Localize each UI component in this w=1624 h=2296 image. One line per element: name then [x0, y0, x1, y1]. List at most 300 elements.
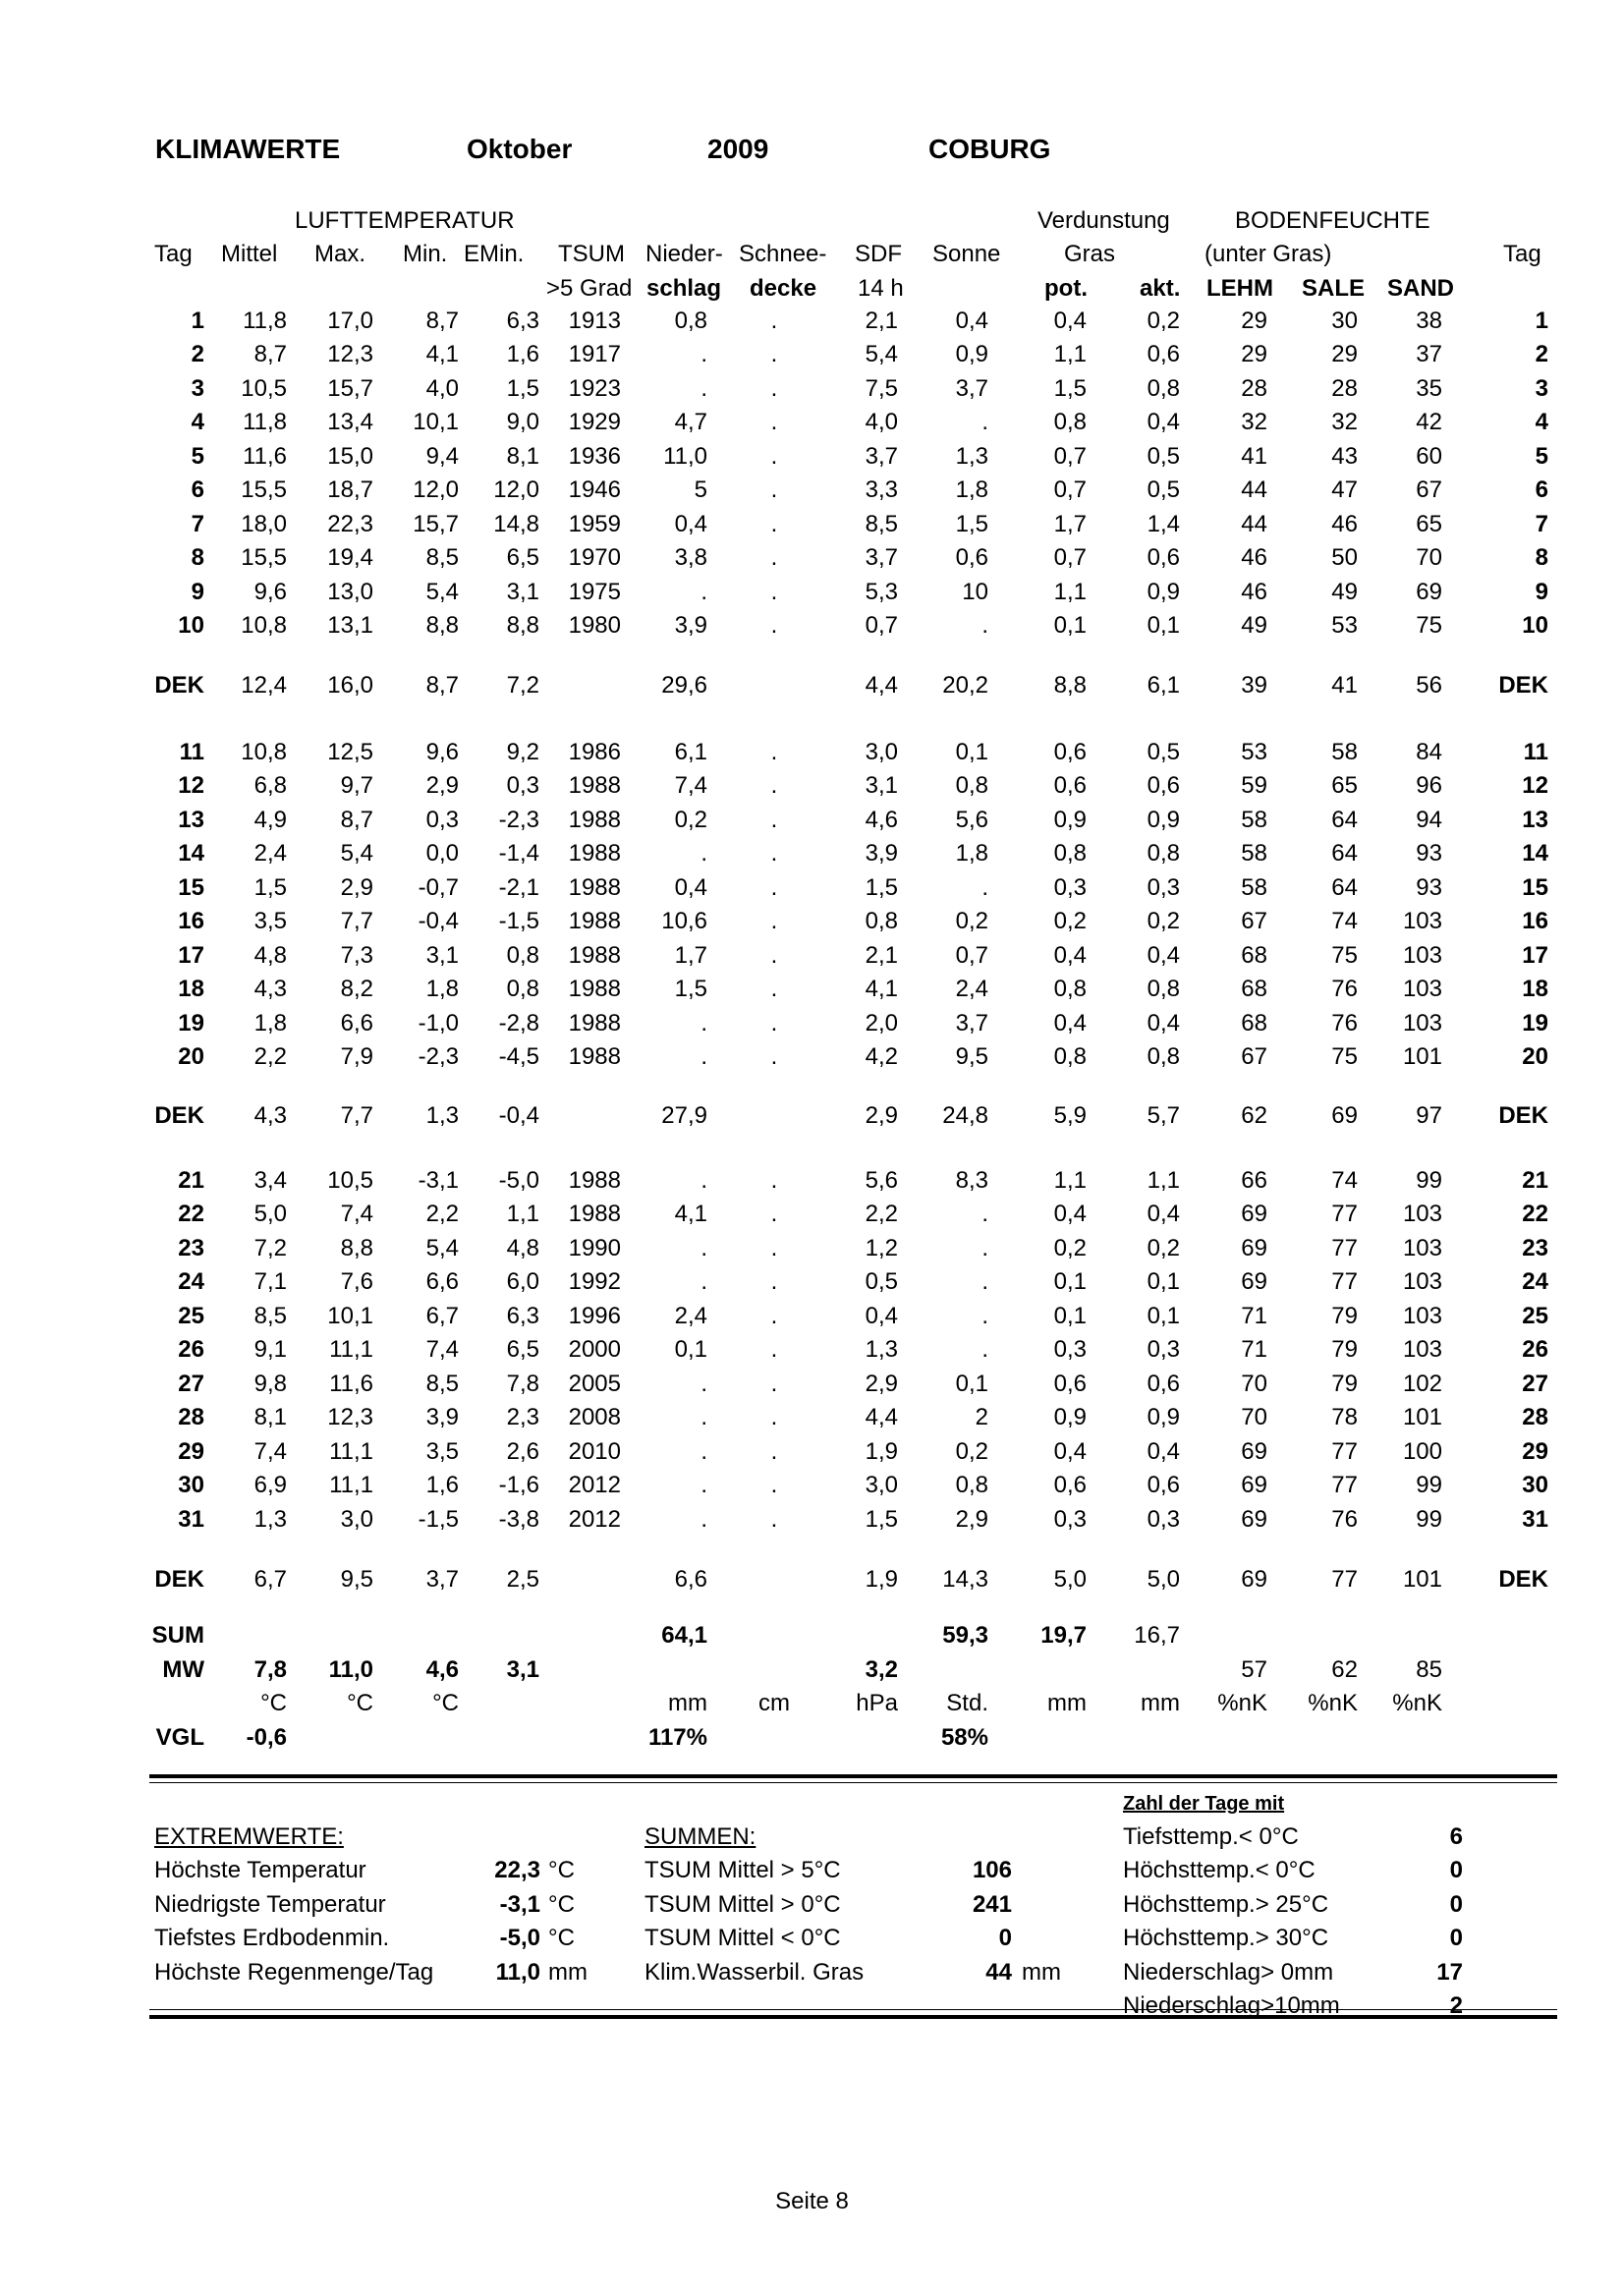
cell-tag-right: 5 — [1535, 442, 1548, 470]
cell-niederschlag: . — [700, 341, 707, 368]
cell-schneedecke: . — [770, 1234, 778, 1261]
cell-sand: 85 — [1416, 1656, 1442, 1683]
cell-tag-right: 29 — [1522, 1437, 1548, 1465]
cell-tag-right: 9 — [1535, 578, 1548, 605]
cell-emin: -0,4 — [498, 1102, 539, 1129]
cell-sonne: 0,7 — [955, 941, 988, 969]
cell-sonne: 59,3 — [942, 1622, 988, 1649]
cell-max: 11,1 — [329, 1472, 373, 1499]
cell-verd-pot: 0,2 — [1053, 908, 1087, 935]
cell-niederschlag: 0,8 — [674, 308, 707, 334]
col-schnee-sub: decke — [750, 275, 817, 302]
cell-sonne: . — [981, 873, 988, 901]
cell-tag-right: 15 — [1522, 873, 1548, 901]
cell-verd-pot: 0,6 — [1053, 772, 1087, 800]
cell-tsum: 1986 — [568, 739, 621, 765]
cell-verd-pot: 0,7 — [1053, 544, 1087, 572]
cell-tag: 25 — [178, 1302, 204, 1329]
cell-min: 4,1 — [425, 341, 459, 368]
cell-lehm: 68 — [1241, 941, 1267, 969]
cell-tag-right: 2 — [1535, 341, 1548, 368]
cell-niederschlag: 0,4 — [674, 510, 707, 537]
cell-max: 6,6 — [340, 1009, 373, 1036]
cell-niederschlag: . — [700, 840, 707, 868]
cell-sdf: 3,0 — [865, 1472, 898, 1499]
cell-verd-pot: 1,1 — [1053, 341, 1087, 368]
cell-sonne: 1,8 — [955, 840, 988, 868]
cell-sdf: 3,2 — [865, 1656, 898, 1683]
cell-tag: 10 — [178, 612, 204, 640]
cell-max: 12,3 — [327, 341, 373, 368]
cell-tag: 4 — [191, 409, 204, 436]
cell-tsum: 1970 — [568, 544, 621, 572]
cell-sdf: 4,4 — [865, 1404, 898, 1431]
cell-niederschlag: 0,4 — [674, 873, 707, 901]
cell-max: 13,0 — [327, 578, 373, 605]
cell-verd-akt: 1,1 — [1147, 1167, 1180, 1194]
cell-emin: 6,3 — [506, 1302, 539, 1329]
cell-sand: 93 — [1416, 840, 1442, 868]
cell-tag: 16 — [178, 908, 204, 935]
cell-tag-right: 27 — [1522, 1370, 1548, 1397]
cell-sdf: 5,6 — [865, 1167, 898, 1194]
cell-niederschlag: 4,1 — [674, 1201, 707, 1228]
cell-min: 5,4 — [425, 578, 459, 605]
cell-sand: 103 — [1402, 1302, 1442, 1329]
cell-verd-pot: 19,7 — [1040, 1622, 1087, 1649]
cell-lehm: 69 — [1241, 1201, 1267, 1228]
cell-sonne: 2,4 — [955, 976, 988, 1003]
cell-sand: 38 — [1416, 308, 1442, 334]
group-soil-label: BODENFEUCHTE — [1235, 207, 1430, 234]
cell-sdf: 2,9 — [865, 1370, 898, 1397]
summen-value: 106 — [972, 1857, 1012, 1883]
page-number: Seite 8 — [775, 2188, 849, 2214]
cell-sdf: 0,7 — [865, 612, 898, 640]
cell-sonne: 2,9 — [955, 1505, 988, 1533]
cell-lehm: 66 — [1241, 1167, 1267, 1194]
cell-tag-right: 4 — [1535, 409, 1548, 436]
cell-sand: 94 — [1416, 806, 1442, 833]
cell-sdf: hPa — [856, 1690, 898, 1716]
cell-emin: 8,8 — [506, 612, 539, 640]
cell-lehm: 32 — [1241, 409, 1267, 436]
cell-tag-right: 26 — [1522, 1336, 1548, 1364]
cell-lehm: 58 — [1241, 873, 1267, 901]
cell-min: 1,3 — [425, 1102, 459, 1129]
cell-sand: 67 — [1416, 476, 1442, 504]
cell-sdf: 2,2 — [865, 1201, 898, 1228]
cell-tag: 3 — [191, 374, 204, 402]
cell-schneedecke: . — [770, 1009, 778, 1036]
cell-tag-right: 7 — [1535, 510, 1548, 537]
cell-sdf: 0,8 — [865, 908, 898, 935]
cell-schneedecke: . — [770, 1404, 778, 1431]
cell-sand: 56 — [1416, 672, 1442, 699]
cell-sale: 76 — [1331, 1505, 1358, 1533]
cell-mittel: 4,3 — [253, 976, 287, 1003]
cell-mittel: 6,7 — [253, 1566, 287, 1593]
cell-emin: -3,8 — [498, 1505, 539, 1533]
cell-schneedecke: . — [770, 1336, 778, 1364]
cell-niederschlag: . — [700, 1437, 707, 1465]
cell-schneedecke: . — [770, 374, 778, 402]
cell-mittel: 11,8 — [243, 308, 287, 334]
cell-sand: 103 — [1402, 908, 1442, 935]
cell-tag-right: 18 — [1522, 976, 1548, 1003]
cell-sale: 79 — [1331, 1370, 1358, 1397]
cell-emin: -5,0 — [498, 1167, 539, 1194]
cell-lehm: 57 — [1241, 1656, 1267, 1683]
cell-mittel: 10,8 — [241, 612, 287, 640]
cell-max: 7,4 — [340, 1201, 373, 1228]
cell-verd-akt: 0,5 — [1147, 739, 1180, 765]
cell-schneedecke: . — [770, 612, 778, 640]
cell-sdf: 2,0 — [865, 1009, 898, 1036]
cell-lehm: 58 — [1241, 840, 1267, 868]
cell-max: 17,0 — [327, 308, 373, 334]
cell-verd-pot: 0,6 — [1053, 1472, 1087, 1499]
cell-emin: 2,5 — [506, 1566, 539, 1593]
cell-tsum: 1936 — [568, 442, 621, 470]
cell-mittel: °C — [260, 1690, 287, 1716]
cell-mittel: 10,8 — [241, 739, 287, 765]
cell-mittel: 1,3 — [253, 1505, 287, 1533]
cell-tag-right: 14 — [1522, 840, 1548, 868]
cell-tsum: 2012 — [568, 1505, 621, 1533]
cell-mittel: 6,8 — [253, 772, 287, 800]
title-month: Oktober — [467, 134, 573, 164]
cell-sale: 78 — [1331, 1404, 1358, 1431]
cell-tag-right: 16 — [1522, 908, 1548, 935]
cell-tsum: 1988 — [568, 873, 621, 901]
cell-tag: 17 — [178, 941, 204, 969]
cell-verd-pot: 0,4 — [1053, 1437, 1087, 1465]
cell-max: 10,5 — [327, 1167, 373, 1194]
extreme-title — [154, 1823, 344, 1851]
cell-sdf: 3,1 — [865, 772, 898, 800]
cell-mittel: 9,8 — [253, 1370, 287, 1397]
cell-min: -3,1 — [418, 1167, 459, 1194]
cell-min: -2,3 — [418, 1043, 459, 1071]
cell-lehm: 41 — [1241, 442, 1267, 470]
cell-mittel: 4,3 — [253, 1102, 287, 1129]
cell-verd-akt: 16,7 — [1134, 1622, 1180, 1649]
cell-lehm: 28 — [1241, 374, 1267, 402]
cell-niederschlag: . — [700, 1370, 707, 1397]
cell-sdf: 1,9 — [865, 1437, 898, 1465]
cell-verd-pot: 0,4 — [1053, 941, 1087, 969]
cell-tsum: 1988 — [568, 1201, 621, 1228]
col-sale: SALE — [1302, 275, 1366, 302]
cell-emin: 1,5 — [506, 374, 539, 402]
cell-niederschlag: mm — [668, 1690, 707, 1716]
cell-verd-akt: 5,0 — [1147, 1566, 1180, 1593]
col-untergras: (unter Gras) — [1204, 241, 1332, 267]
cell-niederschlag: 6,1 — [674, 739, 707, 765]
cell-niederschlag: 5 — [694, 476, 707, 504]
cell-sale: 28 — [1331, 374, 1358, 402]
summen-value: 44 — [985, 1959, 1012, 1986]
tage-label: Höchsttemp.> 30°C — [1123, 1925, 1329, 1951]
cell-sonne: . — [981, 1302, 988, 1329]
cell-verd-pot: 0,6 — [1053, 1370, 1087, 1397]
divider — [149, 1782, 1557, 1783]
cell-niederschlag: 0,1 — [674, 1336, 707, 1364]
cell-sale: 41 — [1331, 672, 1358, 699]
cell-lehm: 62 — [1241, 1102, 1267, 1129]
cell-tag: SUM — [151, 1622, 204, 1649]
cell-niederschlag: . — [700, 1043, 707, 1071]
extreme-value: 22,3 — [494, 1857, 540, 1883]
cell-min: 6,7 — [425, 1302, 459, 1329]
tage-label: Höchsttemp.< 0°C — [1123, 1857, 1316, 1883]
cell-schneedecke: . — [770, 976, 778, 1003]
cell-schneedecke: . — [770, 544, 778, 572]
cell-tag-right: 19 — [1522, 1009, 1548, 1036]
cell-sale: 53 — [1331, 612, 1358, 640]
cell-emin: 7,2 — [506, 672, 539, 699]
cell-lehm: 71 — [1241, 1336, 1267, 1364]
cell-sand: 103 — [1402, 1009, 1442, 1036]
cell-tag: 21 — [178, 1167, 204, 1194]
cell-schneedecke: . — [770, 908, 778, 935]
cell-emin: 0,3 — [506, 772, 539, 800]
cell-tag: DEK — [154, 672, 204, 699]
cell-sonne: 0,9 — [955, 341, 988, 368]
cell-max: 12,5 — [327, 739, 373, 765]
extreme-label: Höchste Regenmenge/Tag — [154, 1959, 434, 1986]
tage-value: 2 — [1449, 1992, 1463, 2019]
cell-tsum: 1988 — [568, 941, 621, 969]
cell-verd-akt: 0,8 — [1147, 374, 1180, 402]
cell-sale: 79 — [1331, 1336, 1358, 1364]
cell-tag: 31 — [178, 1505, 204, 1533]
col-schnee: Schnee- — [739, 241, 827, 267]
cell-verd-pot: 1,1 — [1053, 578, 1087, 605]
cell-tsum: 1992 — [568, 1268, 621, 1296]
cell-lehm: 29 — [1241, 341, 1267, 368]
cell-sand: 99 — [1416, 1505, 1442, 1533]
group-evap-label: Verdunstung — [1037, 207, 1170, 234]
cell-sonne: . — [981, 1234, 988, 1261]
extreme-unit: °C — [548, 1857, 575, 1883]
cell-max: 3,0 — [340, 1505, 373, 1533]
cell-min: 0,0 — [425, 840, 459, 868]
cell-sdf: 3,0 — [865, 739, 898, 765]
cell-tag-right: 31 — [1522, 1505, 1548, 1533]
cell-verd-akt: 1,4 — [1147, 510, 1180, 537]
cell-tag: 15 — [178, 873, 204, 901]
cell-tag-right: 28 — [1522, 1404, 1548, 1431]
cell-mittel: 2,2 — [253, 1043, 287, 1071]
cell-min: 12,0 — [413, 476, 459, 504]
cell-verd-akt: 0,2 — [1147, 308, 1180, 334]
cell-max: 13,1 — [327, 612, 373, 640]
extreme-value: 11,0 — [495, 1959, 540, 1986]
cell-sale: %nK — [1308, 1690, 1358, 1716]
cell-tag-right: 25 — [1522, 1302, 1548, 1329]
tage-title — [1123, 1790, 1284, 1818]
cell-tsum: 2010 — [568, 1437, 621, 1465]
cell-tsum: 1913 — [568, 308, 621, 334]
cell-sonne: 1,5 — [955, 510, 988, 537]
cell-sdf: 1,5 — [865, 873, 898, 901]
cell-verd-akt: 0,4 — [1147, 1201, 1180, 1228]
cell-sale: 77 — [1331, 1566, 1358, 1593]
cell-schneedecke: . — [770, 806, 778, 833]
cell-sonne: 0,2 — [955, 908, 988, 935]
cell-sale: 77 — [1331, 1268, 1358, 1296]
cell-sand: 102 — [1402, 1370, 1442, 1397]
cell-verd-akt: 0,2 — [1147, 908, 1180, 935]
col-sonne: Sonne — [932, 241, 1001, 267]
summen-title-text: SUMMEN: — [644, 1823, 756, 1850]
tage-label: Niederschlag> 0mm — [1123, 1959, 1334, 1986]
cell-sale: 75 — [1331, 941, 1358, 969]
summen-unit: mm — [1022, 1959, 1061, 1986]
cell-mittel: 12,4 — [241, 672, 287, 699]
cell-sand: 103 — [1402, 976, 1442, 1003]
cell-verd-akt: 0,6 — [1147, 1370, 1180, 1397]
cell-lehm: 69 — [1241, 1566, 1267, 1593]
cell-tsum: 2008 — [568, 1404, 621, 1431]
tage-label: Tiefsttemp.< 0°C — [1123, 1823, 1299, 1850]
col-sand: SAND — [1387, 275, 1455, 302]
cell-tag: DEK — [154, 1566, 204, 1593]
cell-schneedecke: . — [770, 772, 778, 800]
cell-min: 10,1 — [413, 409, 459, 436]
cell-tag-right: DEK — [1498, 1566, 1548, 1593]
col-gras: Gras — [1064, 241, 1116, 267]
tage-title-text: Zahl der Tage mit — [1123, 1793, 1285, 1815]
cell-sand: 101 — [1402, 1566, 1442, 1593]
extreme-value: -5,0 — [499, 1925, 540, 1951]
cell-sonne: 9,5 — [955, 1043, 988, 1071]
cell-verd-akt: 0,3 — [1147, 1505, 1180, 1533]
cell-sand: 99 — [1416, 1472, 1442, 1499]
extreme-unit: °C — [548, 1891, 575, 1918]
cell-tag: 2 — [191, 341, 204, 368]
cell-tag-right: 8 — [1535, 544, 1548, 572]
cell-lehm: 49 — [1241, 612, 1267, 640]
summen-label: TSUM Mittel < 0°C — [644, 1925, 841, 1951]
cell-verd-pot: 5,9 — [1053, 1102, 1087, 1129]
cell-sale: 43 — [1331, 442, 1358, 470]
cell-sonne: 20,2 — [942, 672, 988, 699]
extreme-unit: °C — [548, 1925, 575, 1951]
cell-min: 8,7 — [425, 672, 459, 699]
cell-sale: 74 — [1331, 1167, 1358, 1194]
cell-verd-akt: 0,3 — [1147, 873, 1180, 901]
cell-max: °C — [347, 1690, 373, 1716]
cell-min: 8,5 — [425, 1370, 459, 1397]
cell-sonne: 5,6 — [955, 806, 988, 833]
cell-min: °C — [432, 1690, 459, 1716]
cell-verd-pot: 0,4 — [1053, 1201, 1087, 1228]
cell-emin: 12,0 — [493, 476, 539, 504]
cell-sand: 97 — [1416, 1102, 1442, 1129]
cell-min: 3,5 — [425, 1437, 459, 1465]
cell-sand: 103 — [1402, 1336, 1442, 1364]
cell-sdf: 4,4 — [865, 672, 898, 699]
cell-niederschlag: . — [700, 1505, 707, 1533]
cell-tag: 26 — [178, 1336, 204, 1364]
cell-sale: 62 — [1331, 1656, 1358, 1683]
cell-max: 13,4 — [327, 409, 373, 436]
cell-sdf: 3,7 — [865, 544, 898, 572]
cell-verd-akt: 0,4 — [1147, 1437, 1180, 1465]
cell-lehm: 68 — [1241, 1009, 1267, 1036]
cell-verd-akt: 0,8 — [1147, 976, 1180, 1003]
title-year: 2009 — [707, 134, 769, 164]
cell-lehm: 58 — [1241, 806, 1267, 833]
cell-max: 8,8 — [340, 1234, 373, 1261]
cell-sonne: 3,7 — [955, 1009, 988, 1036]
cell-max: 10,1 — [327, 1302, 373, 1329]
cell-sale: 64 — [1331, 873, 1358, 901]
cell-sonne: 8,3 — [955, 1167, 988, 1194]
cell-min: 8,5 — [425, 544, 459, 572]
cell-min: 9,6 — [425, 739, 459, 765]
cell-sonne: 2 — [975, 1404, 988, 1431]
cell-niederschlag: 10,6 — [661, 908, 707, 935]
cell-sdf: 1,3 — [865, 1336, 898, 1364]
cell-sdf: 3,3 — [865, 476, 898, 504]
cell-niederschlag: 3,8 — [674, 544, 707, 572]
cell-tag-right: 13 — [1522, 806, 1548, 833]
cell-verd-akt: 0,6 — [1147, 341, 1180, 368]
col-min: Min. — [403, 241, 448, 267]
cell-tsum: 1975 — [568, 578, 621, 605]
cell-verd-pot: 0,9 — [1053, 806, 1087, 833]
cell-mittel: 7,8 — [253, 1656, 287, 1683]
col-pot: pot. — [1044, 275, 1088, 302]
divider — [149, 1774, 1557, 1778]
cell-tsum: 2012 — [568, 1472, 621, 1499]
cell-tsum: 1959 — [568, 510, 621, 537]
cell-min: 4,0 — [425, 374, 459, 402]
cell-verd-pot: 5,0 — [1053, 1566, 1087, 1593]
cell-tag: 28 — [178, 1404, 204, 1431]
cell-niederschlag: . — [700, 1167, 707, 1194]
cell-sonne: 0,4 — [955, 308, 988, 334]
cell-max: 11,6 — [329, 1370, 373, 1397]
extreme-label: Höchste Temperatur — [154, 1857, 366, 1883]
cell-emin: -2,1 — [498, 873, 539, 901]
cell-verd-akt: mm — [1141, 1690, 1180, 1716]
cell-verd-pot: 0,8 — [1053, 840, 1087, 868]
cell-tag: 12 — [178, 772, 204, 800]
cell-sonne: . — [981, 409, 988, 436]
cell-sdf: 5,4 — [865, 341, 898, 368]
cell-sonne: 24,8 — [942, 1102, 988, 1129]
cell-sonne: 10 — [962, 578, 988, 605]
cell-sdf: 4,0 — [865, 409, 898, 436]
cell-max: 7,7 — [340, 908, 373, 935]
extreme-unit: mm — [548, 1959, 588, 1986]
cell-verd-pot: 8,8 — [1053, 672, 1087, 699]
cell-schneedecke: . — [770, 510, 778, 537]
cell-sdf: 2,1 — [865, 941, 898, 969]
cell-min: 6,6 — [425, 1268, 459, 1296]
cell-max: 11,1 — [329, 1336, 373, 1364]
title-kind: KLIMAWERTE — [155, 134, 341, 164]
cell-verd-pot: 0,4 — [1053, 308, 1087, 334]
cell-emin: 3,1 — [506, 1656, 539, 1683]
cell-mittel: 7,4 — [253, 1437, 287, 1465]
cell-lehm: 59 — [1241, 772, 1267, 800]
